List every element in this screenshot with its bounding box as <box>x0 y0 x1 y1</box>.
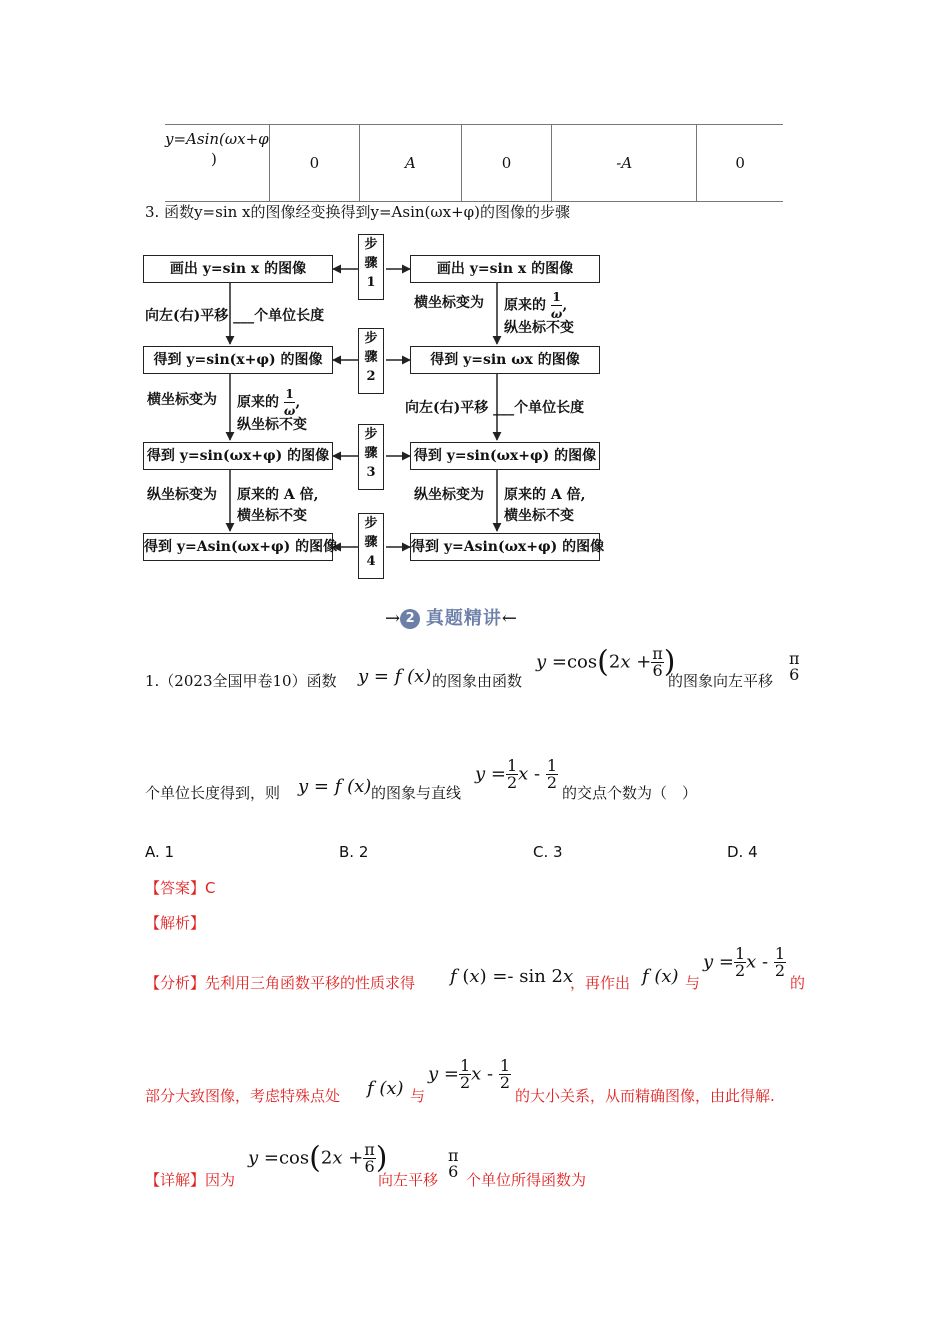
right-box-2: 得到 y=sin ωx 的图像 <box>410 346 600 374</box>
frac-num: 1 <box>552 290 561 304</box>
option-c: C. 3 <box>533 843 563 861</box>
math-fx-result: f (x) =- sin 2x <box>450 966 574 987</box>
right-scaley-a: 纵坐标变为 <box>414 487 484 503</box>
math-pi6: π 6 <box>448 1146 459 1181</box>
section-banner <box>385 606 517 632</box>
q1-line1-c: 的图象向左平移 <box>668 672 774 690</box>
math-pi6: π 6 <box>789 649 800 684</box>
q1-line2-a: 个单位长度得到，则 <box>145 784 281 802</box>
xiangjie-text-a: 因为 <box>205 1171 236 1189</box>
table-cell: -A <box>552 125 697 202</box>
arrow-right-icon: → <box>385 608 401 629</box>
right-box-1: 画出 y=sin x 的图像 <box>410 255 600 283</box>
math-line: y = $\frac{1}{2}$ x - $\frac{1}{2}$ <box>428 1056 511 1092</box>
q1-line2-c: 的交点个数为（ ） <box>562 784 698 802</box>
right-scalex-c: 纵坐标不变 <box>504 320 574 336</box>
left-scalex-b-text: 原来的 <box>237 394 279 411</box>
left-box-3: 得到 y=sin(ωx+φ) 的图像 <box>143 442 333 470</box>
row-label-line2: ) <box>211 150 217 168</box>
step-1: 步 骤 1 <box>358 234 384 300</box>
fenxi-a <box>145 973 415 993</box>
math-fx: f (x) <box>642 966 679 987</box>
right-shift-label: 向左(右)平移 ___个单位长度 <box>405 400 585 416</box>
answer <box>145 878 216 898</box>
row-label-line1: y=Asin(ωx+φ <box>165 130 269 148</box>
section3-title: 3. 函数y=sin x的图像经变换得到y=Asin(ωx+φ)的图像的步骤 <box>145 203 571 221</box>
xiangjie-b: 向左平移 <box>378 1171 439 1189</box>
xiangjie-a <box>145 1170 235 1190</box>
arrow-left-icon: ← <box>501 608 517 629</box>
math-fx: f (x) <box>367 1078 404 1099</box>
right-scalex-a: 横坐标变为 <box>414 295 484 311</box>
math-fx: y = f (x) <box>298 776 372 797</box>
frac-den: ω <box>550 307 563 321</box>
left-box-4: 得到 y=Asin(ωx+φ) 的图像 <box>143 533 333 561</box>
q1-line1-b: 的图象由函数 <box>432 672 523 690</box>
xiangjie-c: 个单位所得函数为 <box>466 1171 587 1189</box>
left-scalex-b: 原来的 $\frac{1}{\omega}$ , <box>237 387 301 418</box>
frac-num: 1 <box>285 387 294 401</box>
step-2: 步 骤 2 <box>358 328 384 394</box>
table-cell: A <box>360 125 462 202</box>
right-scalex-b-text: 原来的 <box>504 297 546 314</box>
fenxi-line2-c: 的大小关系，从而精确图像，由此得解. <box>515 1087 775 1105</box>
fenxi-line2-a: 部分大致图像，考虑特殊点处 <box>145 1087 341 1105</box>
option-b: B. 2 <box>339 843 369 861</box>
math-fx: y = f (x) <box>358 666 432 687</box>
xiangjie-label: 【详解】 <box>145 1171 206 1189</box>
answer-label: 【答案】 <box>145 879 206 897</box>
right-scaley-c: 横坐标不变 <box>504 508 574 524</box>
right-box-3: 得到 y=sin(ωx+φ) 的图像 <box>410 442 600 470</box>
option-a: A. 1 <box>145 843 175 861</box>
fenxi-line2-b: 与 <box>410 1087 426 1105</box>
fenxi-b: ，再作出 <box>570 974 631 992</box>
math-line: y = $\frac{1}{2}$ x - $\frac{1}{2}$ <box>703 944 786 980</box>
left-scalex-a: 横坐标变为 <box>147 392 217 408</box>
fenxi-text-a: 先利用三角函数平移的性质求得 <box>205 974 416 992</box>
table-cell: 0 <box>269 125 359 202</box>
frac-den: ω <box>283 404 296 418</box>
math-cos: y =cos(2x + $\frac{\pi}{6}$ ) <box>536 644 676 680</box>
banner-title: 真题精讲 <box>425 608 502 629</box>
table-cell: 0 <box>461 125 551 202</box>
left-scaley-a: 纵坐标变为 <box>147 487 217 503</box>
left-box-2: 得到 y=sin(x+φ) 的图像 <box>143 346 333 374</box>
left-scalex-c: 纵坐标不变 <box>237 417 307 433</box>
answer-value: C <box>205 879 216 897</box>
step-3: 步 骤 3 <box>358 424 384 490</box>
number-badge: 2 <box>400 609 420 629</box>
option-d: D. 4 <box>727 843 758 861</box>
fenxi-d: 的 <box>790 974 806 992</box>
table-cell: 0 <box>697 125 783 202</box>
left-scaley-b: 原来的 A 倍, <box>237 487 319 503</box>
q1-line2-b: 的图象与直线 <box>371 784 462 802</box>
fenxi-c: 与 <box>685 974 701 992</box>
math-cos: y =cos(2x + $\frac{\pi}{6}$ ) <box>248 1140 388 1176</box>
right-scaley-b: 原来的 A 倍, <box>504 487 586 503</box>
left-scaley-c: 横坐标不变 <box>237 508 307 524</box>
left-box-1: 画出 y=sin x 的图像 <box>143 255 333 283</box>
step-4: 步 骤 4 <box>358 513 384 579</box>
analysis-label: 【解析】 <box>145 914 206 932</box>
fenxi-label: 【分析】 <box>145 974 206 992</box>
left-shift-label: 向左(右)平移 ___个单位长度 <box>145 308 325 324</box>
math-line: y = $\frac{1}{2}$ x - $\frac{1}{2}$ <box>475 756 558 792</box>
q1-line1-a: 1.（2023全国甲卷10）函数 <box>145 672 337 690</box>
right-box-4: 得到 y=Asin(ωx+φ) 的图像 <box>410 533 600 561</box>
right-scalex-b: 原来的 $\frac{1}{\omega}$ , <box>504 290 568 321</box>
